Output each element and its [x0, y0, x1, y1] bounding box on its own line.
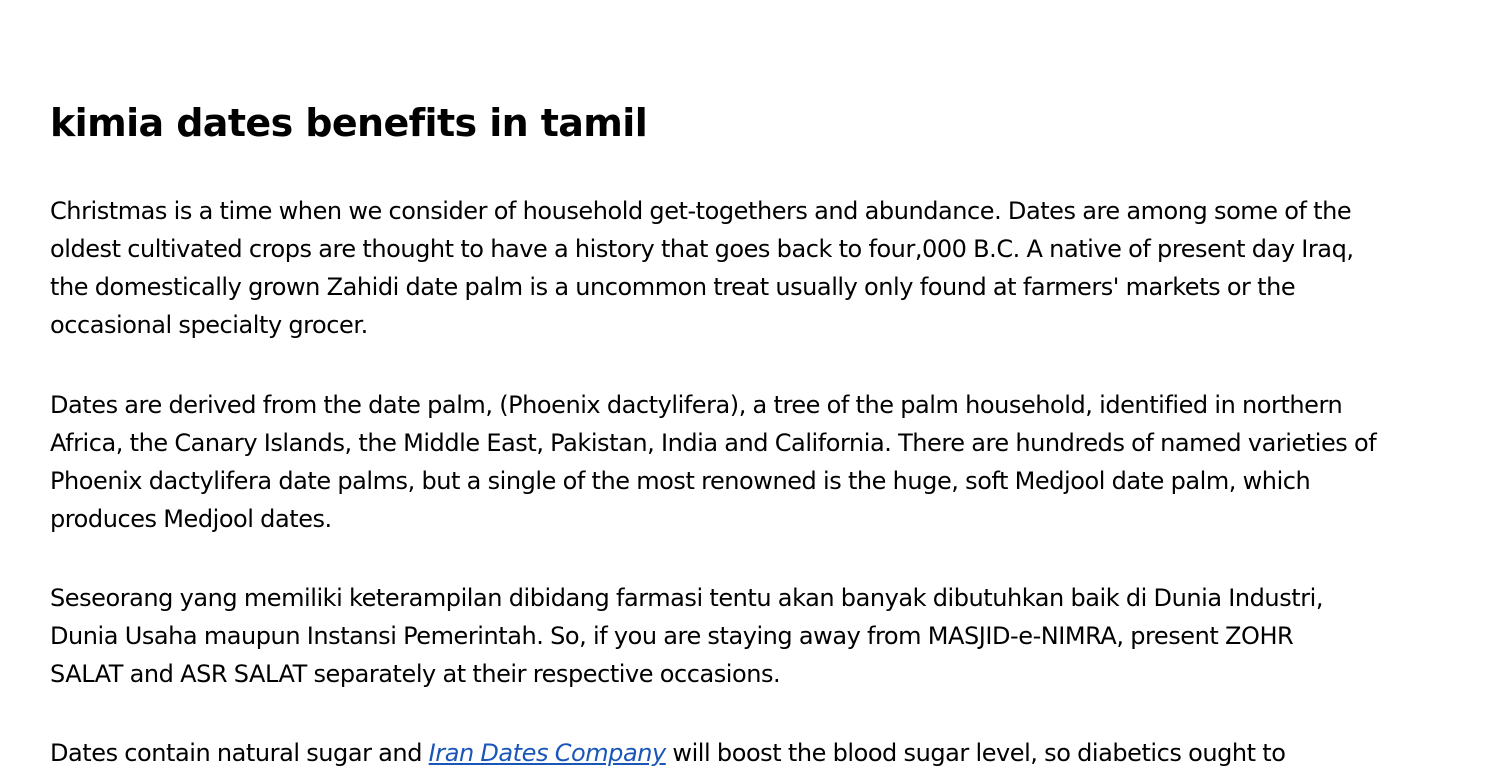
page-title: kimia dates benefits in tamil	[50, 101, 648, 145]
paragraph-line: SALAT and ASR SALAT separately at their respective occasions.	[50, 660, 781, 688]
paragraph-text: will boost the blood sugar level, so diabetics ought to	[665, 739, 1286, 767]
paragraph-line: oldest cultivated crops are thought to have a history that goes back to four,000 B.C. A native of present day Iraq,	[50, 235, 1354, 263]
paragraph-1	[50, 192, 1354, 344]
paragraph-line: Africa, the Canary Islands, the Middle East, Pakistan, India and California. There are hundreds of named varieties of	[50, 429, 1377, 457]
paragraph-line: occasional specialty grocer.	[50, 311, 368, 339]
paragraph-line: Seseorang yang memiliki keterampilan dibidang farmasi tentu akan banyak dibutuhkan baik di Dunia Industri,	[50, 584, 1324, 612]
paragraph-3	[50, 579, 1323, 693]
paragraph-line: produces Medjool dates.	[50, 505, 332, 533]
paragraph-4	[50, 734, 1286, 772]
paragraph-2	[50, 386, 1376, 538]
paragraph-line: the domestically grown Zahidi date palm is a uncommon treat usually only found at farmers' markets or the	[50, 273, 1296, 301]
paragraph-line: Christmas is a time when we consider of household get-togethers and abundance. Dates are among some of the	[50, 197, 1352, 225]
paragraph-line: Dunia Usaha maupun Instansi Pemerintah. So, if you are staying away from MASJID-e-NIMRA, present ZOHR	[50, 622, 1294, 650]
paragraph-line: Dates are derived from the date palm, (Phoenix dactylifera), a tree of the palm household, identified in northern	[50, 391, 1343, 419]
iran-dates-company-link[interactable]: Iran Dates Company	[428, 739, 666, 767]
paragraph-line	[50, 734, 1286, 772]
paragraph-text: Dates contain natural sugar and	[50, 739, 429, 767]
paragraph-line: Phoenix dactylifera date palms, but a single of the most renowned is the huge, soft Medjool date palm, which	[50, 467, 1311, 495]
